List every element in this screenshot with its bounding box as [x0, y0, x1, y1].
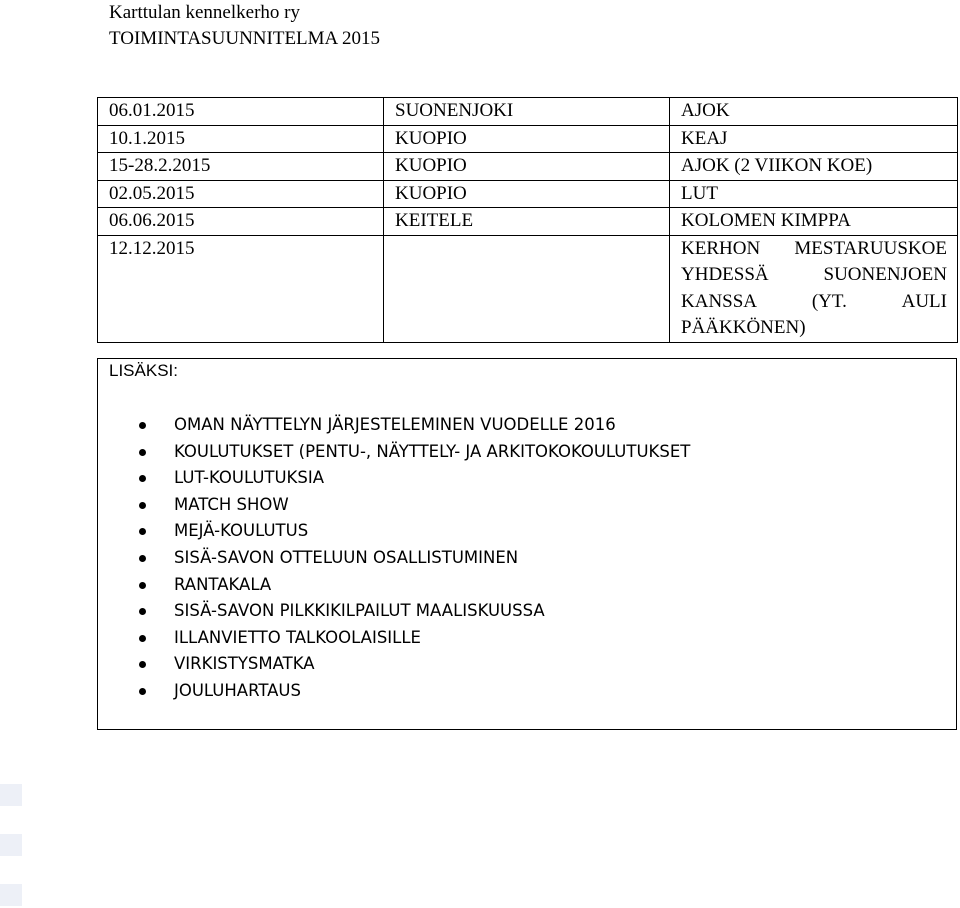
- date-cell: 10.1.2015: [98, 125, 384, 153]
- document-title: TOIMINTASUUNNITELMA 2015: [109, 28, 380, 49]
- document-header: [109, 0, 380, 52]
- list-item: OMAN NÄYTTELYN JÄRJESTELEMINEN VUODELLE 2016: [98, 412, 690, 439]
- event-text: KERHON MESTARUUSKOE YHDESSÄ SUONENJOEN KANSSA (YT. AULI PÄÄKKÖNEN): [681, 237, 947, 338]
- event-cell: KEAJ: [670, 125, 958, 153]
- event-cell: KOLOMEN KIMPPA: [670, 208, 958, 236]
- table-row: [98, 98, 958, 126]
- event-cell: [670, 235, 958, 342]
- list-item: RANTAKALA: [98, 572, 690, 599]
- place-cell: KUOPIO: [384, 125, 670, 153]
- additional-activities-box: [97, 358, 957, 730]
- date-cell: 12.12.2015: [98, 235, 384, 342]
- event-cell: AJOK (2 VIIKON KOE): [670, 153, 958, 181]
- list-item: SISÄ-SAVON PILKKIKILPAILUT MAALISKUUSSA: [98, 598, 690, 625]
- list-item: SISÄ-SAVON OTTELUUN OSALLISTUMINEN: [98, 545, 690, 572]
- activity-list: [98, 412, 690, 705]
- list-item: KOULUTUKSET (PENTU-, NÄYTTELY- JA ARKITOKOKOULUTUKSET: [98, 439, 690, 466]
- table-row: [98, 235, 958, 342]
- place-cell: KUOPIO: [384, 153, 670, 181]
- place-cell: [384, 235, 670, 342]
- table-row: [98, 180, 958, 208]
- place-cell: KUOPIO: [384, 180, 670, 208]
- schedule-table: [97, 97, 958, 343]
- event-cell: LUT: [670, 180, 958, 208]
- list-item: LUT-KOULUTUKSIA: [98, 465, 690, 492]
- organization-name: Karttulan kennelkerho ry: [109, 2, 300, 23]
- date-cell: 02.05.2015: [98, 180, 384, 208]
- list-item: ILLANVIETTO TALKOOLAISILLE: [98, 625, 690, 652]
- list-item: MATCH SHOW: [98, 492, 690, 519]
- list-item: JOULUHARTAUS: [98, 678, 690, 705]
- additional-title: LISÄKSI:: [109, 361, 178, 380]
- table-row: [98, 125, 958, 153]
- date-cell: 06.01.2015: [98, 98, 384, 126]
- date-cell: 06.06.2015: [98, 208, 384, 236]
- margin-marker: [0, 834, 22, 856]
- margin-marker: [0, 784, 22, 806]
- place-cell: KEITELE: [384, 208, 670, 236]
- margin-marker: [0, 884, 22, 906]
- event-cell: AJOK: [670, 98, 958, 126]
- place-cell: SUONENJOKI: [384, 98, 670, 126]
- table-row: [98, 208, 958, 236]
- list-item: MEJÄ-KOULUTUS: [98, 518, 690, 545]
- date-cell: 15-28.2.2015: [98, 153, 384, 181]
- table-row: [98, 153, 958, 181]
- list-item: VIRKISTYSMATKA: [98, 651, 690, 678]
